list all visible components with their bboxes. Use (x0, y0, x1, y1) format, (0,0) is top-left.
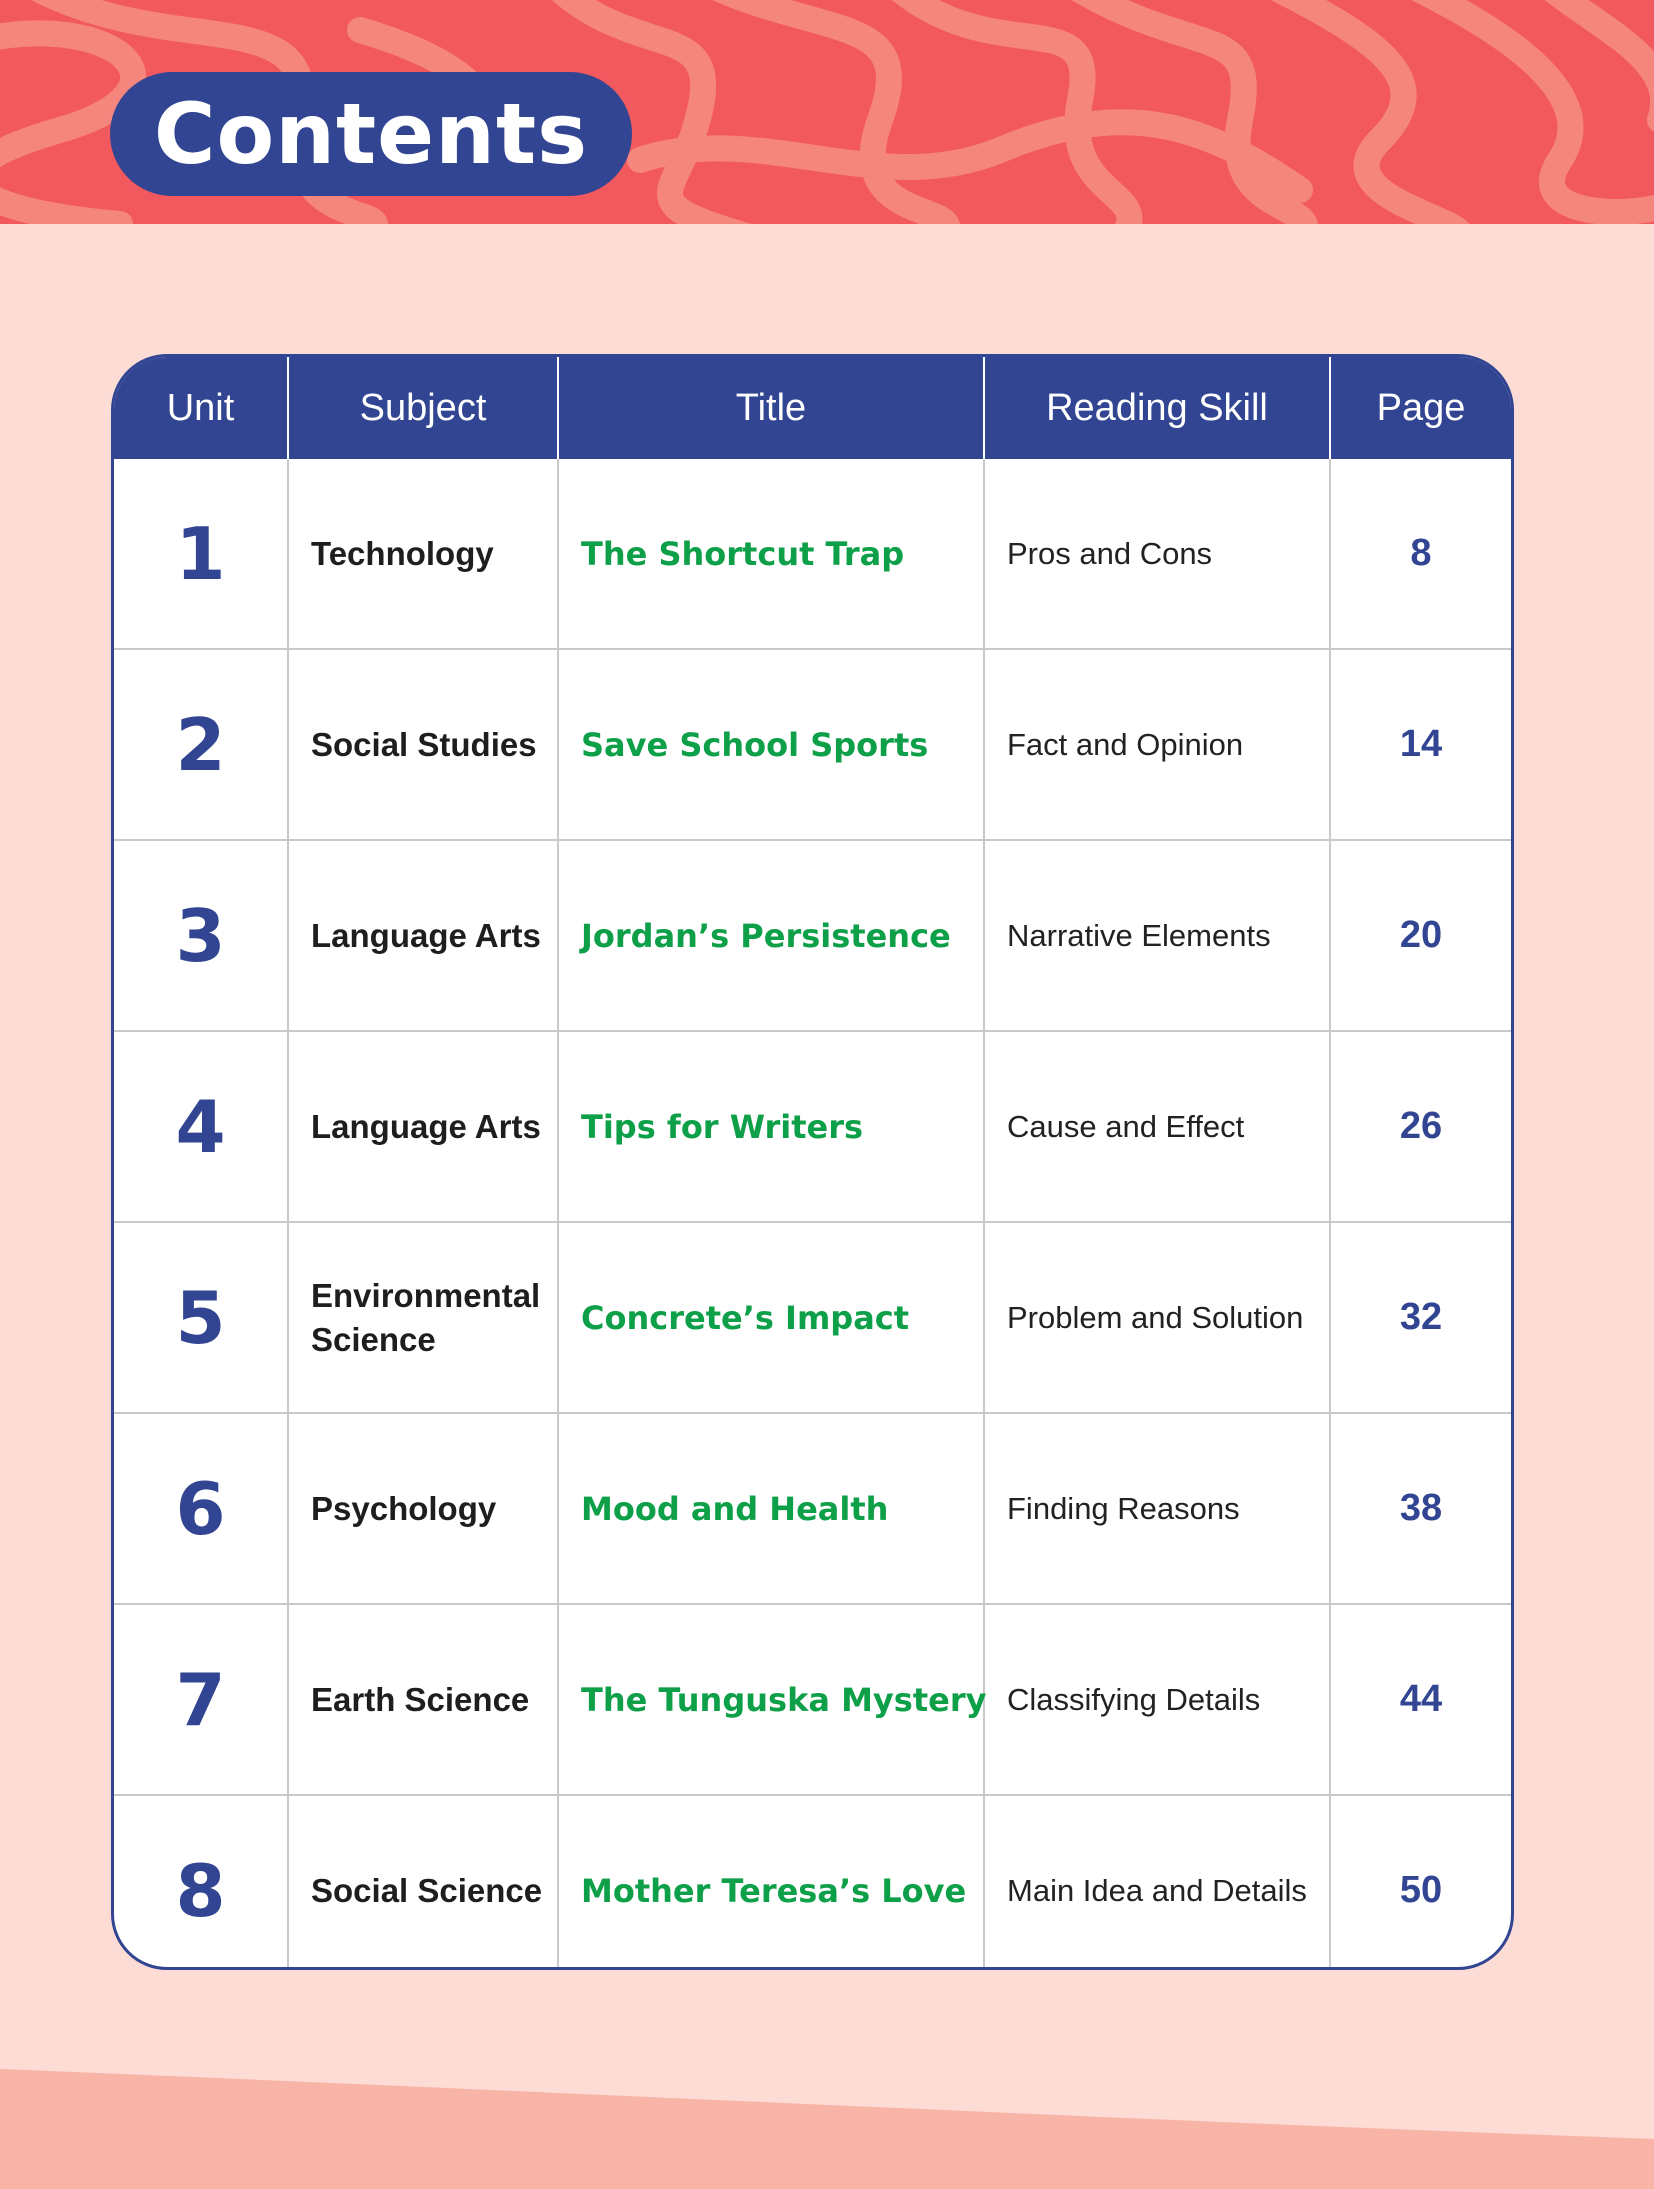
header-subject: Subject (288, 357, 558, 459)
subject-cell: Technology (288, 459, 558, 649)
reading-skill-cell: Main Idea and Details (984, 1795, 1330, 1970)
contents-title-pill (110, 72, 632, 196)
header-title: Title (558, 357, 984, 459)
contents-table (114, 357, 1511, 1970)
table-row[interactable] (114, 649, 1511, 840)
header-band (0, 0, 1654, 224)
header-unit: Unit (114, 357, 288, 459)
title-link[interactable]: Mood and Health (558, 1413, 984, 1604)
contents-table-card (111, 354, 1514, 1970)
table-row[interactable] (114, 1604, 1511, 1795)
title-link[interactable]: The Tunguska Mystery (558, 1604, 984, 1795)
subject-cell: Social Studies (288, 649, 558, 840)
table-row[interactable] (114, 1222, 1511, 1413)
title-link[interactable]: The Shortcut Trap (558, 459, 984, 649)
table-row[interactable] (114, 1413, 1511, 1604)
subject-cell: Social Science (288, 1795, 558, 1970)
unit-number: 8 (114, 1795, 288, 1970)
subject-cell: Language Arts (288, 1031, 558, 1222)
reading-skill-cell: Classifying Details (984, 1604, 1330, 1795)
bottom-wave (0, 2049, 1654, 2189)
page-number[interactable]: 32 (1330, 1222, 1511, 1413)
subject-cell (288, 1222, 558, 1413)
unit-number: 3 (114, 840, 288, 1031)
unit-number: 4 (114, 1031, 288, 1222)
reading-skill-cell: Finding Reasons (984, 1413, 1330, 1604)
subject-line-2: Science (311, 1320, 436, 1358)
table-header-row (114, 357, 1511, 459)
title-link[interactable]: Tips for Writers (558, 1031, 984, 1222)
title-link[interactable]: Save School Sports (558, 649, 984, 840)
unit-number: 7 (114, 1604, 288, 1795)
subject-cell: Psychology (288, 1413, 558, 1604)
subject-cell: Earth Science (288, 1604, 558, 1795)
table-row[interactable] (114, 1031, 1511, 1222)
title-link[interactable]: Jordan’s Persistence (558, 840, 984, 1031)
reading-skill-cell: Narrative Elements (984, 840, 1330, 1031)
unit-number: 6 (114, 1413, 288, 1604)
header-page: Page (1330, 357, 1511, 459)
page-number[interactable]: 26 (1330, 1031, 1511, 1222)
title-link[interactable]: Mother Teresa’s Love (558, 1795, 984, 1970)
unit-number: 1 (175, 511, 226, 596)
page-title: Contents (153, 85, 589, 183)
reading-skill-cell: Fact and Opinion (984, 649, 1330, 840)
unit-number: 2 (114, 649, 288, 840)
page-number[interactable]: 8 (1330, 459, 1511, 649)
reading-skill-cell: Cause and Effect (984, 1031, 1330, 1222)
subject-cell: Language Arts (288, 840, 558, 1031)
subject-line-1: Environmental (311, 1276, 541, 1314)
reading-skill-cell: Pros and Cons (984, 459, 1330, 649)
reading-skill-cell: Problem and Solution (984, 1222, 1330, 1413)
header-reading-skill: Reading Skill (984, 357, 1330, 459)
page-number[interactable]: 44 (1330, 1604, 1511, 1795)
title-link[interactable]: Concrete’s Impact (558, 1222, 984, 1413)
page-number[interactable]: 20 (1330, 840, 1511, 1031)
page-number[interactable]: 14 (1330, 649, 1511, 840)
page-number[interactable]: 50 (1330, 1795, 1511, 1970)
table-row[interactable] (114, 459, 1511, 649)
unit-number: 5 (114, 1222, 288, 1413)
table-row[interactable] (114, 840, 1511, 1031)
table-row[interactable] (114, 1795, 1511, 1970)
page-number[interactable]: 38 (1330, 1413, 1511, 1604)
